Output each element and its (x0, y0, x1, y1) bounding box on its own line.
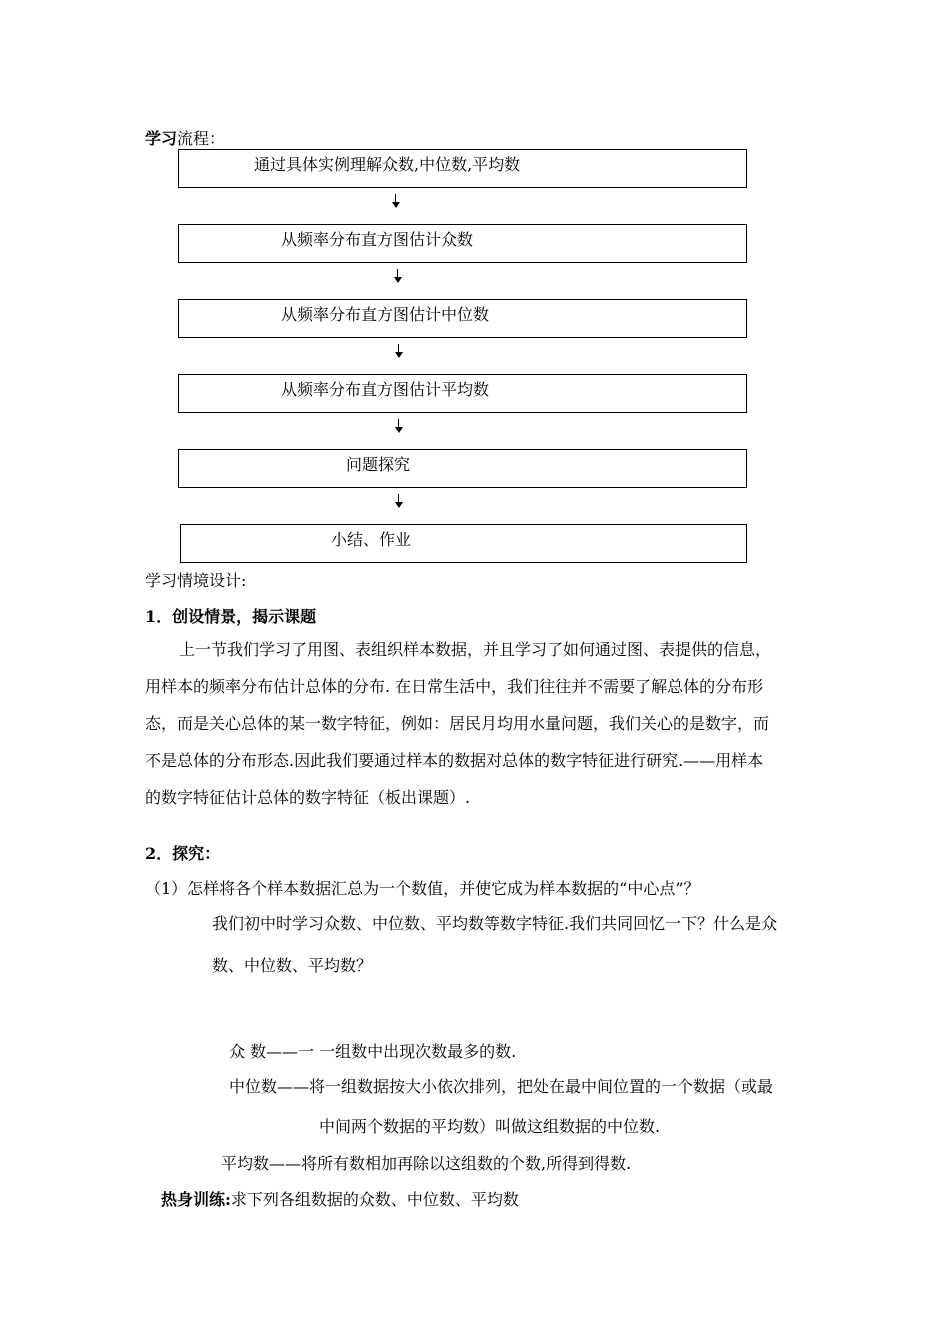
flow-heading (145, 126, 225, 149)
flow-step-label: 通过具体实例理解众数,中位数,平均数 (254, 155, 521, 174)
definition-median-2: 中间两个数据的平均数）叫做这组数据的中位数. (319, 1117, 661, 1136)
flow-step-4 (178, 374, 747, 413)
section1-line: 用样本的频率分布估计总体的分布. 在日常生活中，我们往往并不需要了解总体的分布形 (145, 677, 764, 696)
flow-step-label: 问题探究 (346, 455, 411, 474)
recall-line-1: 我们初中时学习众数、中位数、平均数等数字特征.我们共同回忆一下？什么是众 (212, 914, 778, 933)
flow-step-3 (178, 299, 747, 338)
down-arrow-icon (395, 419, 403, 433)
flow-step-label: 小结、作业 (331, 530, 412, 549)
down-arrow-icon (394, 269, 402, 283)
flow-step-label: 从频率分布直方图估计中位数 (281, 305, 490, 324)
section1-line: 不是总体的分布形态.因此我们要通过样本的数据对总体的数字特征进行研究.——用样本 (145, 751, 764, 770)
section1-line: 的数字特征估计总体的数字特征（板出课题）. (145, 788, 471, 807)
flow-step-label: 从频率分布直方图估计平均数 (281, 380, 490, 399)
flow-step-1 (178, 149, 747, 188)
warmup (161, 1187, 519, 1210)
definition-mean: 平均数——将所有数相加再除以这组数的个数,所得到得数. (221, 1154, 632, 1173)
section1-title: 1．创设情景，揭示课题 (145, 607, 317, 626)
definition-median-1: 中位数——将一组数据按大小依次排列，把处在最中间位置的一个数据（或最 (229, 1077, 774, 1096)
flow-step-6 (180, 524, 747, 563)
warmup-text: 求下列各组数据的众数、中位数、平均数 (230, 1190, 519, 1209)
section2-title: 2．探究： (145, 844, 221, 863)
section2-question: （1）怎样将各个样本数据汇总为一个数值，并使它成为样本数据的“中心点”？ (145, 879, 700, 898)
flow-heading-bold: 学习 (145, 129, 178, 148)
flow-step-2 (178, 224, 747, 263)
flow-heading-rest: 流程： (177, 129, 226, 148)
down-arrow-icon (392, 194, 400, 208)
section1-line: 态，而是关心总体的某一数字特征，例如：居民月均用水量问题，我们关心的是数字，而 (145, 714, 770, 733)
recall-line-2: 数、中位数、平均数？ (212, 956, 373, 975)
down-arrow-icon (395, 494, 403, 508)
warmup-label: 热身训练: (161, 1190, 231, 1209)
flow-step-label: 从频率分布直方图估计众数 (281, 230, 474, 249)
definition-mode: 众 数——一 一组数中出现次数最多的数. (229, 1042, 517, 1061)
design-heading: 学习情境设计: (145, 571, 247, 590)
down-arrow-icon (395, 344, 403, 358)
section1-body (145, 631, 771, 816)
section1-line: 上一节我们学习了用图、表组织样本数据，并且学习了如何通过图、表提供的信息， (179, 640, 772, 659)
flow-step-5 (178, 449, 747, 488)
